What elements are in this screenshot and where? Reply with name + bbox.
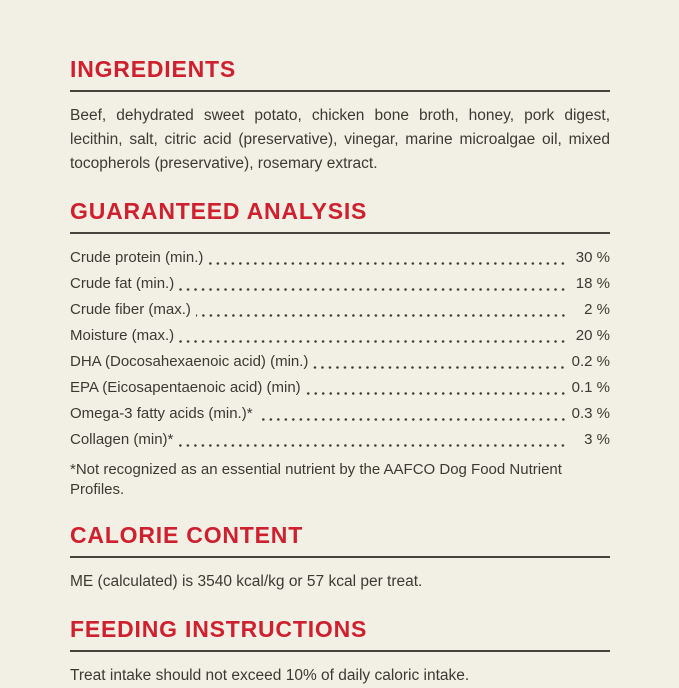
analysis-row-label: Crude protein (min.) <box>70 249 204 266</box>
analysis-row <box>70 245 610 271</box>
dot-leader <box>178 427 567 453</box>
dot-leader <box>208 245 567 271</box>
analysis-row <box>70 297 610 323</box>
analysis-row-label: Crude fat (min.) <box>70 275 175 292</box>
dot-leader <box>306 375 567 401</box>
analysis-row <box>70 271 610 297</box>
analysis-row <box>70 349 610 375</box>
ingredients-text: Beef, dehydrated sweet potato, chicken bone broth, honey, pork digest, lecithin, salt, citric acid (preservative), vinegar, marine microalgae oil, mixed tocopherols (preservative), rosemary extract. <box>70 107 610 172</box>
analysis-row <box>70 323 610 349</box>
dot-leader <box>258 401 567 427</box>
analysis-row-label: Collagen (min)* <box>70 431 174 448</box>
feeding-instructions-title: FEEDING INSTRUCTIONS <box>70 616 368 642</box>
ingredients-title: INGREDIENTS <box>70 56 236 82</box>
calorie-content-text: ME (calculated) is 3540 kcal/kg or 57 kcal per treat. <box>70 573 423 590</box>
section-ingredients <box>70 57 610 176</box>
analysis-row-value: 0.3 % <box>571 405 610 422</box>
guaranteed-analysis-title: GUARANTEED ANALYSIS <box>70 198 368 224</box>
section-guaranteed-analysis <box>70 199 610 500</box>
title-rule <box>70 556 610 558</box>
analysis-row-value: 18 % <box>575 275 610 292</box>
analysis-row-value: 0.1 % <box>571 379 610 396</box>
analysis-row-value: 20 % <box>575 327 610 344</box>
analysis-row-label: EPA (Eicosapentaenoic acid) (min) <box>70 379 301 396</box>
dot-leader <box>179 271 567 297</box>
title-rule <box>70 232 610 234</box>
analysis-row-value: 30 % <box>575 249 610 266</box>
calorie-content-title: CALORIE CONTENT <box>70 522 304 548</box>
dot-leader <box>196 297 567 323</box>
section-calorie-content <box>70 523 610 594</box>
analysis-row-value: 2 % <box>584 301 610 318</box>
analysis-row-label: Crude fiber (max.) <box>70 301 191 318</box>
guaranteed-analysis-table <box>70 245 610 453</box>
feeding-instructions-text: Treat intake should not exceed 10% of daily caloric intake. <box>70 667 470 684</box>
section-feeding-instructions <box>70 617 610 688</box>
analysis-row-value: 3 % <box>584 431 610 448</box>
analysis-row-label: Omega-3 fatty acids (min.)* <box>70 405 253 422</box>
aafco-footnote: *Not recognized as an essential nutrient by the AAFCO Dog Food Nutrient Profiles. <box>70 461 562 498</box>
title-rule <box>70 90 610 92</box>
analysis-row-value: 0.2 % <box>571 353 610 370</box>
title-rule <box>70 650 610 652</box>
analysis-row <box>70 401 610 427</box>
analysis-row-label: Moisture (max.) <box>70 327 175 344</box>
analysis-row <box>70 375 610 401</box>
analysis-row-label: DHA (Docosahexaenoic acid) (min.) <box>70 353 309 370</box>
dot-leader <box>179 323 567 349</box>
analysis-row <box>70 427 610 453</box>
dot-leader <box>313 349 566 375</box>
